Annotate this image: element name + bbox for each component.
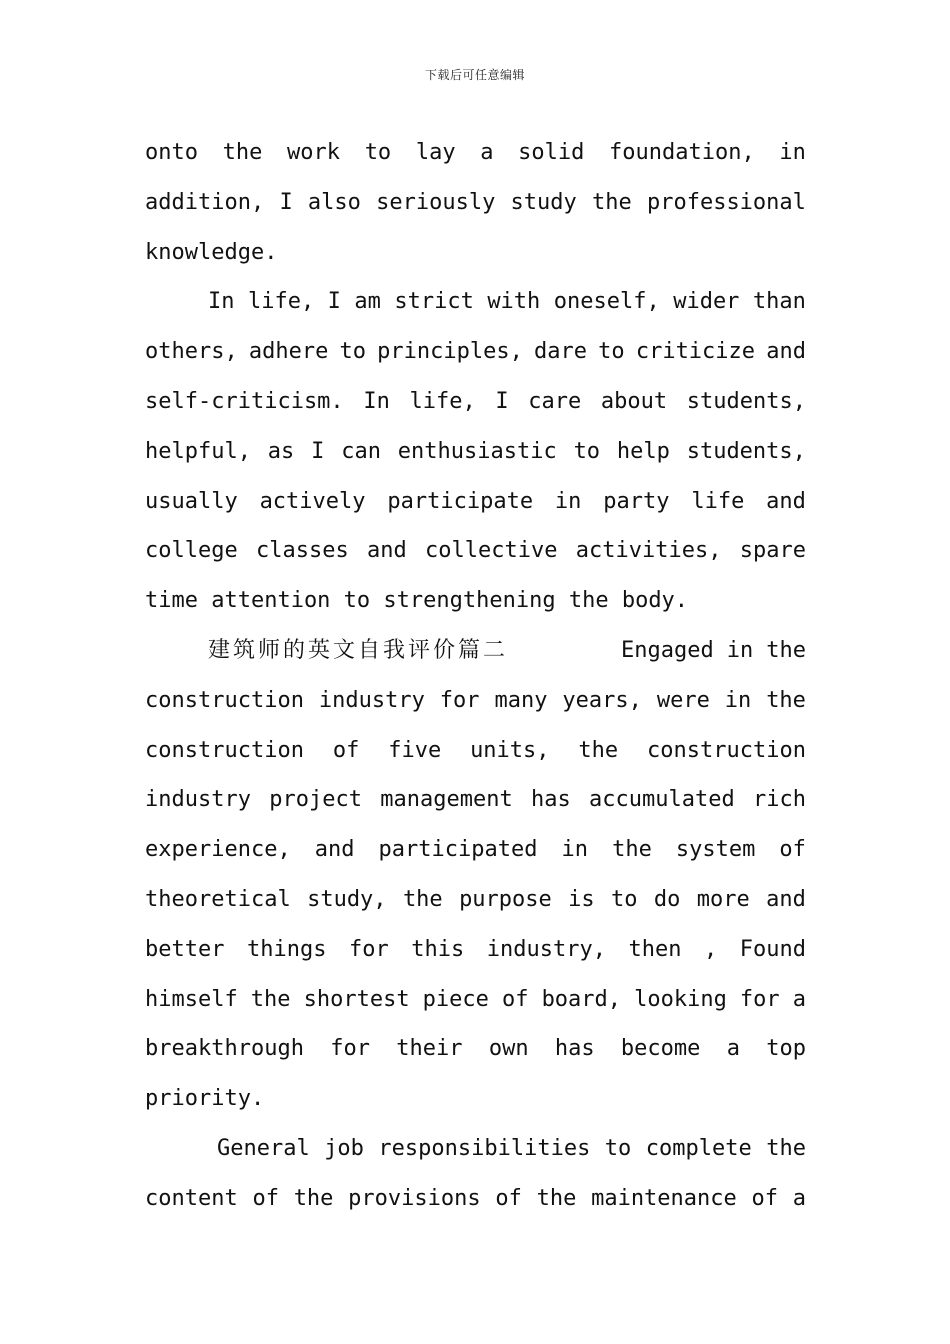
page-header: 下载后可任意编辑	[424, 68, 525, 82]
word: of	[252, 1185, 279, 1211]
word: a	[726, 1036, 740, 1062]
text-line	[145, 1174, 806, 1224]
word: system	[675, 837, 756, 863]
word: for	[739, 986, 780, 1012]
word: others,	[145, 339, 238, 365]
word: work	[287, 140, 341, 165]
word: help	[616, 438, 670, 464]
text-line	[145, 427, 806, 477]
word: of	[751, 1185, 779, 1211]
word: participate	[387, 488, 534, 514]
word: and	[766, 339, 806, 365]
word: for	[330, 1036, 370, 1062]
word: I	[311, 438, 325, 464]
word: do	[653, 886, 681, 912]
word: I	[327, 289, 341, 315]
word: life,	[247, 289, 315, 315]
word: construction	[145, 737, 304, 763]
word: study	[510, 189, 577, 215]
word: responsibilities	[378, 1135, 591, 1161]
word: purpose	[459, 886, 552, 912]
text-line	[145, 228, 806, 278]
word: the	[612, 837, 652, 863]
word: of	[495, 1185, 522, 1211]
word: classes	[256, 538, 349, 564]
word: board,	[541, 986, 622, 1012]
text-line	[145, 128, 806, 178]
word: shortest	[303, 986, 410, 1012]
word: this	[411, 936, 465, 962]
word: experience,	[145, 837, 291, 863]
word: professional	[646, 189, 806, 215]
text-line	[145, 277, 806, 327]
text-line	[145, 775, 806, 825]
text-line	[145, 875, 806, 925]
word: the	[578, 737, 619, 763]
word: a	[480, 140, 494, 165]
word: the	[293, 1185, 334, 1211]
word: industry	[145, 787, 251, 813]
text-line	[145, 1024, 806, 1074]
word: in	[554, 488, 582, 514]
word: for	[349, 936, 389, 962]
word: rich	[753, 787, 806, 813]
word: in	[726, 637, 754, 663]
word: ,	[704, 936, 718, 962]
text-line	[145, 726, 806, 776]
word: and	[314, 837, 355, 863]
word: looking	[634, 986, 727, 1012]
word: life	[691, 488, 745, 514]
text-line	[145, 526, 806, 576]
word: their	[396, 1036, 463, 1062]
word: become	[620, 1036, 701, 1062]
word: the	[536, 1185, 577, 1211]
word: to	[598, 339, 625, 365]
word: complete	[645, 1135, 752, 1161]
word: in	[724, 687, 752, 713]
heading-trailing-text	[621, 626, 806, 676]
word: solid	[518, 140, 585, 165]
word: with	[487, 289, 541, 315]
word: helpful,	[145, 438, 251, 464]
word: content	[145, 1185, 238, 1211]
word: Found	[739, 936, 806, 962]
word: students,	[686, 438, 806, 464]
text-line	[145, 1074, 806, 1124]
paragraph	[145, 626, 806, 1124]
word: self-criticism.	[145, 388, 344, 414]
word: breakthrough	[145, 1036, 304, 1062]
word: enthusiastic	[397, 438, 557, 464]
word: lay	[415, 140, 456, 165]
word: also	[307, 189, 361, 215]
word: to	[364, 140, 392, 165]
text-line	[145, 825, 806, 875]
word: has	[554, 1036, 595, 1062]
word: provisions	[348, 1185, 481, 1211]
section-heading: 建筑师的英文自我评价篇二	[208, 637, 509, 663]
word: the	[766, 687, 806, 713]
word: and	[367, 538, 407, 564]
word: five	[388, 737, 442, 763]
word: I	[495, 388, 509, 414]
word: units,	[470, 737, 550, 763]
word: In	[208, 289, 235, 315]
word: piece	[422, 986, 489, 1012]
word: about	[600, 388, 668, 414]
word: dare	[534, 339, 588, 365]
word: to	[573, 438, 601, 464]
word: adhere	[248, 339, 329, 365]
word: a	[792, 1185, 806, 1211]
word: the	[402, 886, 443, 912]
text-line	[145, 327, 806, 377]
word: the	[766, 1135, 806, 1161]
word: In	[363, 388, 390, 414]
paragraph	[145, 1124, 806, 1224]
word: actively	[259, 488, 366, 514]
word: the	[250, 986, 291, 1012]
word: the	[222, 140, 263, 165]
word: maintenance	[591, 1185, 737, 1211]
word: oneself,	[553, 289, 660, 315]
word: onto	[145, 140, 198, 165]
word: activities,	[575, 538, 722, 564]
word: I	[279, 189, 293, 215]
word: usually	[145, 488, 238, 514]
word: project	[269, 787, 362, 813]
word: to	[339, 339, 367, 365]
word: am	[354, 289, 381, 315]
word: addition,	[145, 189, 265, 215]
word: of	[501, 986, 529, 1012]
text-line	[145, 477, 806, 527]
word: himself	[145, 986, 238, 1012]
word: college	[145, 538, 238, 564]
word: many	[494, 687, 548, 713]
word: construction	[647, 737, 806, 763]
word: life,	[409, 388, 476, 414]
word: for	[439, 687, 480, 713]
heading-line	[145, 626, 806, 676]
word: own	[488, 1036, 529, 1062]
word: wider	[673, 289, 740, 315]
word: participated	[378, 837, 538, 863]
word: to	[604, 1135, 632, 1161]
word: collective	[425, 538, 558, 564]
word: more	[696, 886, 750, 912]
word: than	[752, 289, 806, 315]
word: job	[324, 1135, 364, 1161]
word: can	[341, 438, 381, 464]
word: has	[530, 787, 571, 813]
word: then	[628, 936, 682, 962]
text-line	[145, 676, 806, 726]
paragraph	[145, 277, 806, 626]
word: accumulated	[589, 787, 735, 813]
word: of	[332, 737, 360, 763]
word: study,	[307, 886, 387, 912]
word: the	[592, 189, 632, 215]
word: priority.	[145, 1086, 265, 1112]
word: of	[779, 837, 806, 863]
word: and	[766, 886, 806, 912]
word: principles,	[377, 339, 523, 365]
word: were	[656, 687, 710, 713]
word: construction	[145, 687, 304, 713]
word: foundation,	[609, 140, 755, 165]
text-line	[145, 1124, 806, 1174]
word: better	[145, 936, 225, 962]
word: spare	[739, 538, 806, 564]
word: industry	[318, 687, 425, 713]
word: knowledge.	[145, 239, 278, 265]
word: as	[267, 438, 295, 464]
word: seriously	[376, 189, 496, 215]
word: industry,	[486, 936, 606, 962]
text-line	[145, 975, 806, 1025]
word: care	[528, 388, 582, 414]
text-line	[145, 925, 806, 975]
text-line	[145, 178, 806, 228]
word: General	[217, 1135, 310, 1161]
word: things	[247, 936, 327, 962]
word: to	[611, 886, 638, 912]
text-line	[145, 576, 806, 626]
word: top	[766, 1036, 806, 1062]
word: management	[380, 787, 513, 813]
word: the	[766, 637, 806, 663]
word: students,	[686, 388, 806, 414]
text-line	[145, 377, 806, 427]
word: years,	[562, 687, 642, 713]
word: a	[792, 986, 806, 1012]
word: party	[603, 488, 670, 514]
paragraph	[145, 128, 806, 277]
word: is	[568, 886, 595, 912]
word: criticize	[635, 339, 756, 365]
word: in	[561, 837, 589, 863]
word: Engaged	[621, 637, 714, 663]
word: in	[779, 140, 806, 165]
word: time attention to strengthening the body.	[145, 588, 689, 614]
document-body	[145, 128, 806, 1224]
word: theoretical	[145, 886, 291, 912]
word: and	[766, 488, 806, 514]
word: strict	[394, 289, 474, 315]
